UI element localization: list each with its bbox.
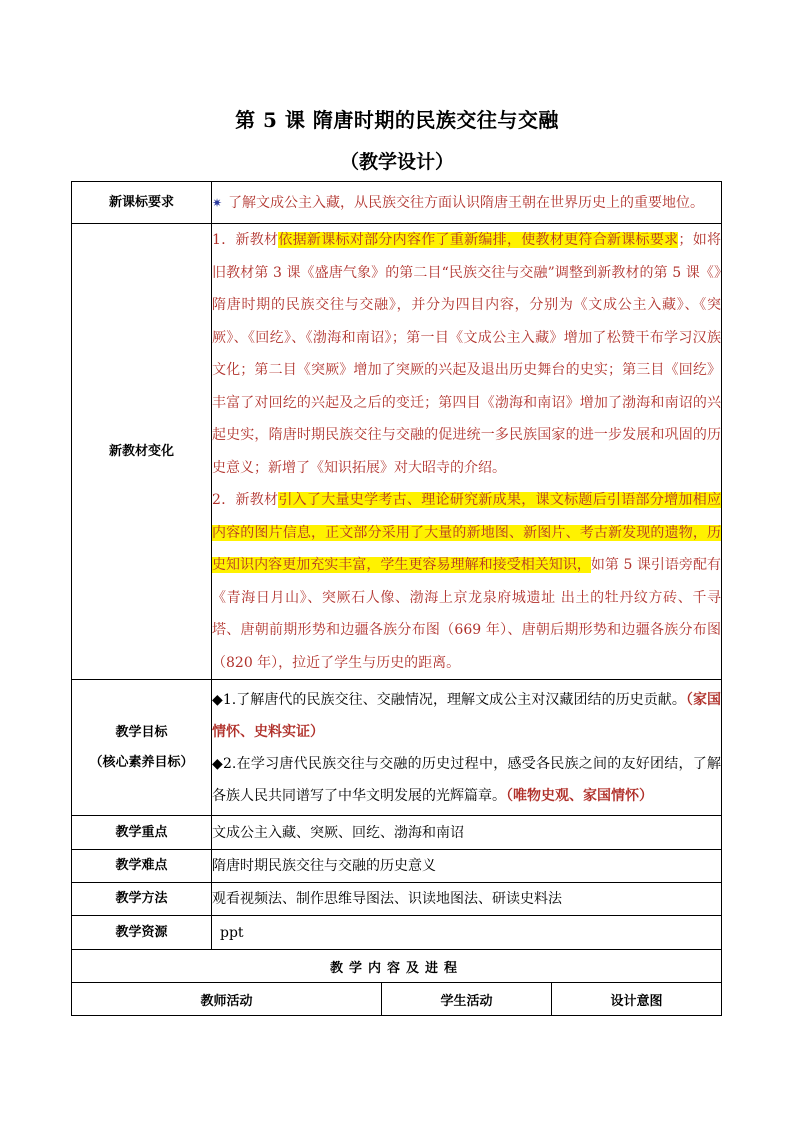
table-row (72, 883, 722, 916)
design-intent-header: 设计意图 (552, 983, 722, 1016)
table-row (72, 224, 722, 680)
teacher-activity-header: 教师活动 (72, 983, 382, 1016)
table-row (72, 850, 722, 883)
row-label-curriculum: 新课标要求 (72, 182, 212, 224)
row-label-key: 教学重点 (72, 816, 212, 850)
curriculum-cell (212, 182, 722, 224)
row-label-goals (72, 680, 212, 816)
goals-cell (212, 680, 722, 816)
row-label-changes: 新教材变化 (72, 224, 212, 680)
student-activity-header: 学生活动 (382, 983, 552, 1016)
row-label-method: 教学方法 (72, 883, 212, 916)
changes-p2-highlight: 引入了大量史学考古、理论研究新成果，课文标题后引语部分增加相应内容的图片信息，正文部分采用了大量的新地图、新图片、考古新发现的遗物，历史知识内容更加充实丰富，学生更容易理解和接受相关知识， (212, 492, 721, 573)
teaching-resources: ppt (212, 916, 722, 950)
page-title: 第 5 课 隋唐时期的民族交往与交融 (235, 108, 559, 132)
changes-p1-highlight: 依据新课标对部分内容作了重新编排，使教材更符合新课标要求 (278, 232, 679, 248)
curriculum-text: 了解文成公主入藏，从民族交往方面认识隋唐王朝在世界历史上的重要地位。 (228, 194, 705, 211)
changes-cell (212, 224, 722, 680)
goal-1-tag: （家国情怀、史料实证） (212, 691, 722, 740)
goal-1: ◆1.了解唐代的民族交往、交融情况，理解文成公主对汉藏团结的历史贡献。 (212, 691, 686, 708)
table-row (72, 816, 722, 850)
goals-label: 教学目标 (115, 724, 168, 740)
table-row (72, 182, 722, 224)
difficulty-points: 隋唐时期民族交往与交融的历史意义 (212, 850, 722, 883)
goals-sublabel: （核心素养目标） (89, 754, 194, 770)
teaching-methods: 观看视频法、制作思维导图法、识读地图法、研读史料法 (212, 883, 722, 916)
key-points: 文成公主入藏、突厥、回纥、渤海和南诏 (212, 816, 722, 850)
progress-header: 教学内容及进程 (72, 950, 722, 983)
page-subtitle: （教学设计） (339, 151, 454, 173)
table-row (72, 680, 722, 816)
lesson-plan-table (71, 181, 722, 1016)
table-row (72, 983, 722, 1016)
goal-2: ◆2.在学习唐代民族交往与交融的历史过程中，感受各民族之间的友好团结，了解各族人民共同谱写了中华文明发展的光辉篇章。 (212, 755, 721, 804)
changes-p1-lead: 1．新教材 (212, 232, 279, 248)
changes-p1-body: ；如将旧教材第 3 课《盛唐气象》的第二目“民族交往与交融”调整到新教材的第 5 课《》隋唐时期的民族交往与交融》，并分为四目内容，分别为《文成公主入藏》、《突厥》、《回纥》、《渤海和南诏》；第一目《文成公主入藏》增加了松赞干布学习汉族文化；第二目《突厥》增加了突厥的兴起及退出历史舞台的史实；第三目《回纥》丰富了对回纥的兴起及之后的变迁；第四目《渤海和南诏》增加了渤海和南诏的兴起史实，隋唐时期民族交往与交融的促进统一多民族国家的进一步发展和巩固的历史意义；新增了《知识拓展》对大昭寺的介绍。 (212, 232, 721, 476)
row-label-resource: 教学资源 (72, 916, 212, 950)
table-row (72, 950, 722, 983)
changes-p2-body: 如第 5 课引语旁配有《青海日月山》、突厥石人像、渤海上京龙泉府城遗址 出土的牡丹纹方砖、千寻塔、唐朝前期形势和边疆各族分布图（669 年）、唐朝后期形势和边疆各族分布图（820 年），拉近了学生与历史的距离。 (212, 557, 721, 671)
goal-2-tag: （唯物史观、家国情怀） (506, 787, 653, 804)
changes-p2-lead: 2．新教材 (212, 492, 279, 508)
table-row (72, 916, 722, 950)
row-label-difficulty: 教学难点 (72, 850, 212, 883)
star-bullet-icon: ✷ (212, 195, 223, 210)
